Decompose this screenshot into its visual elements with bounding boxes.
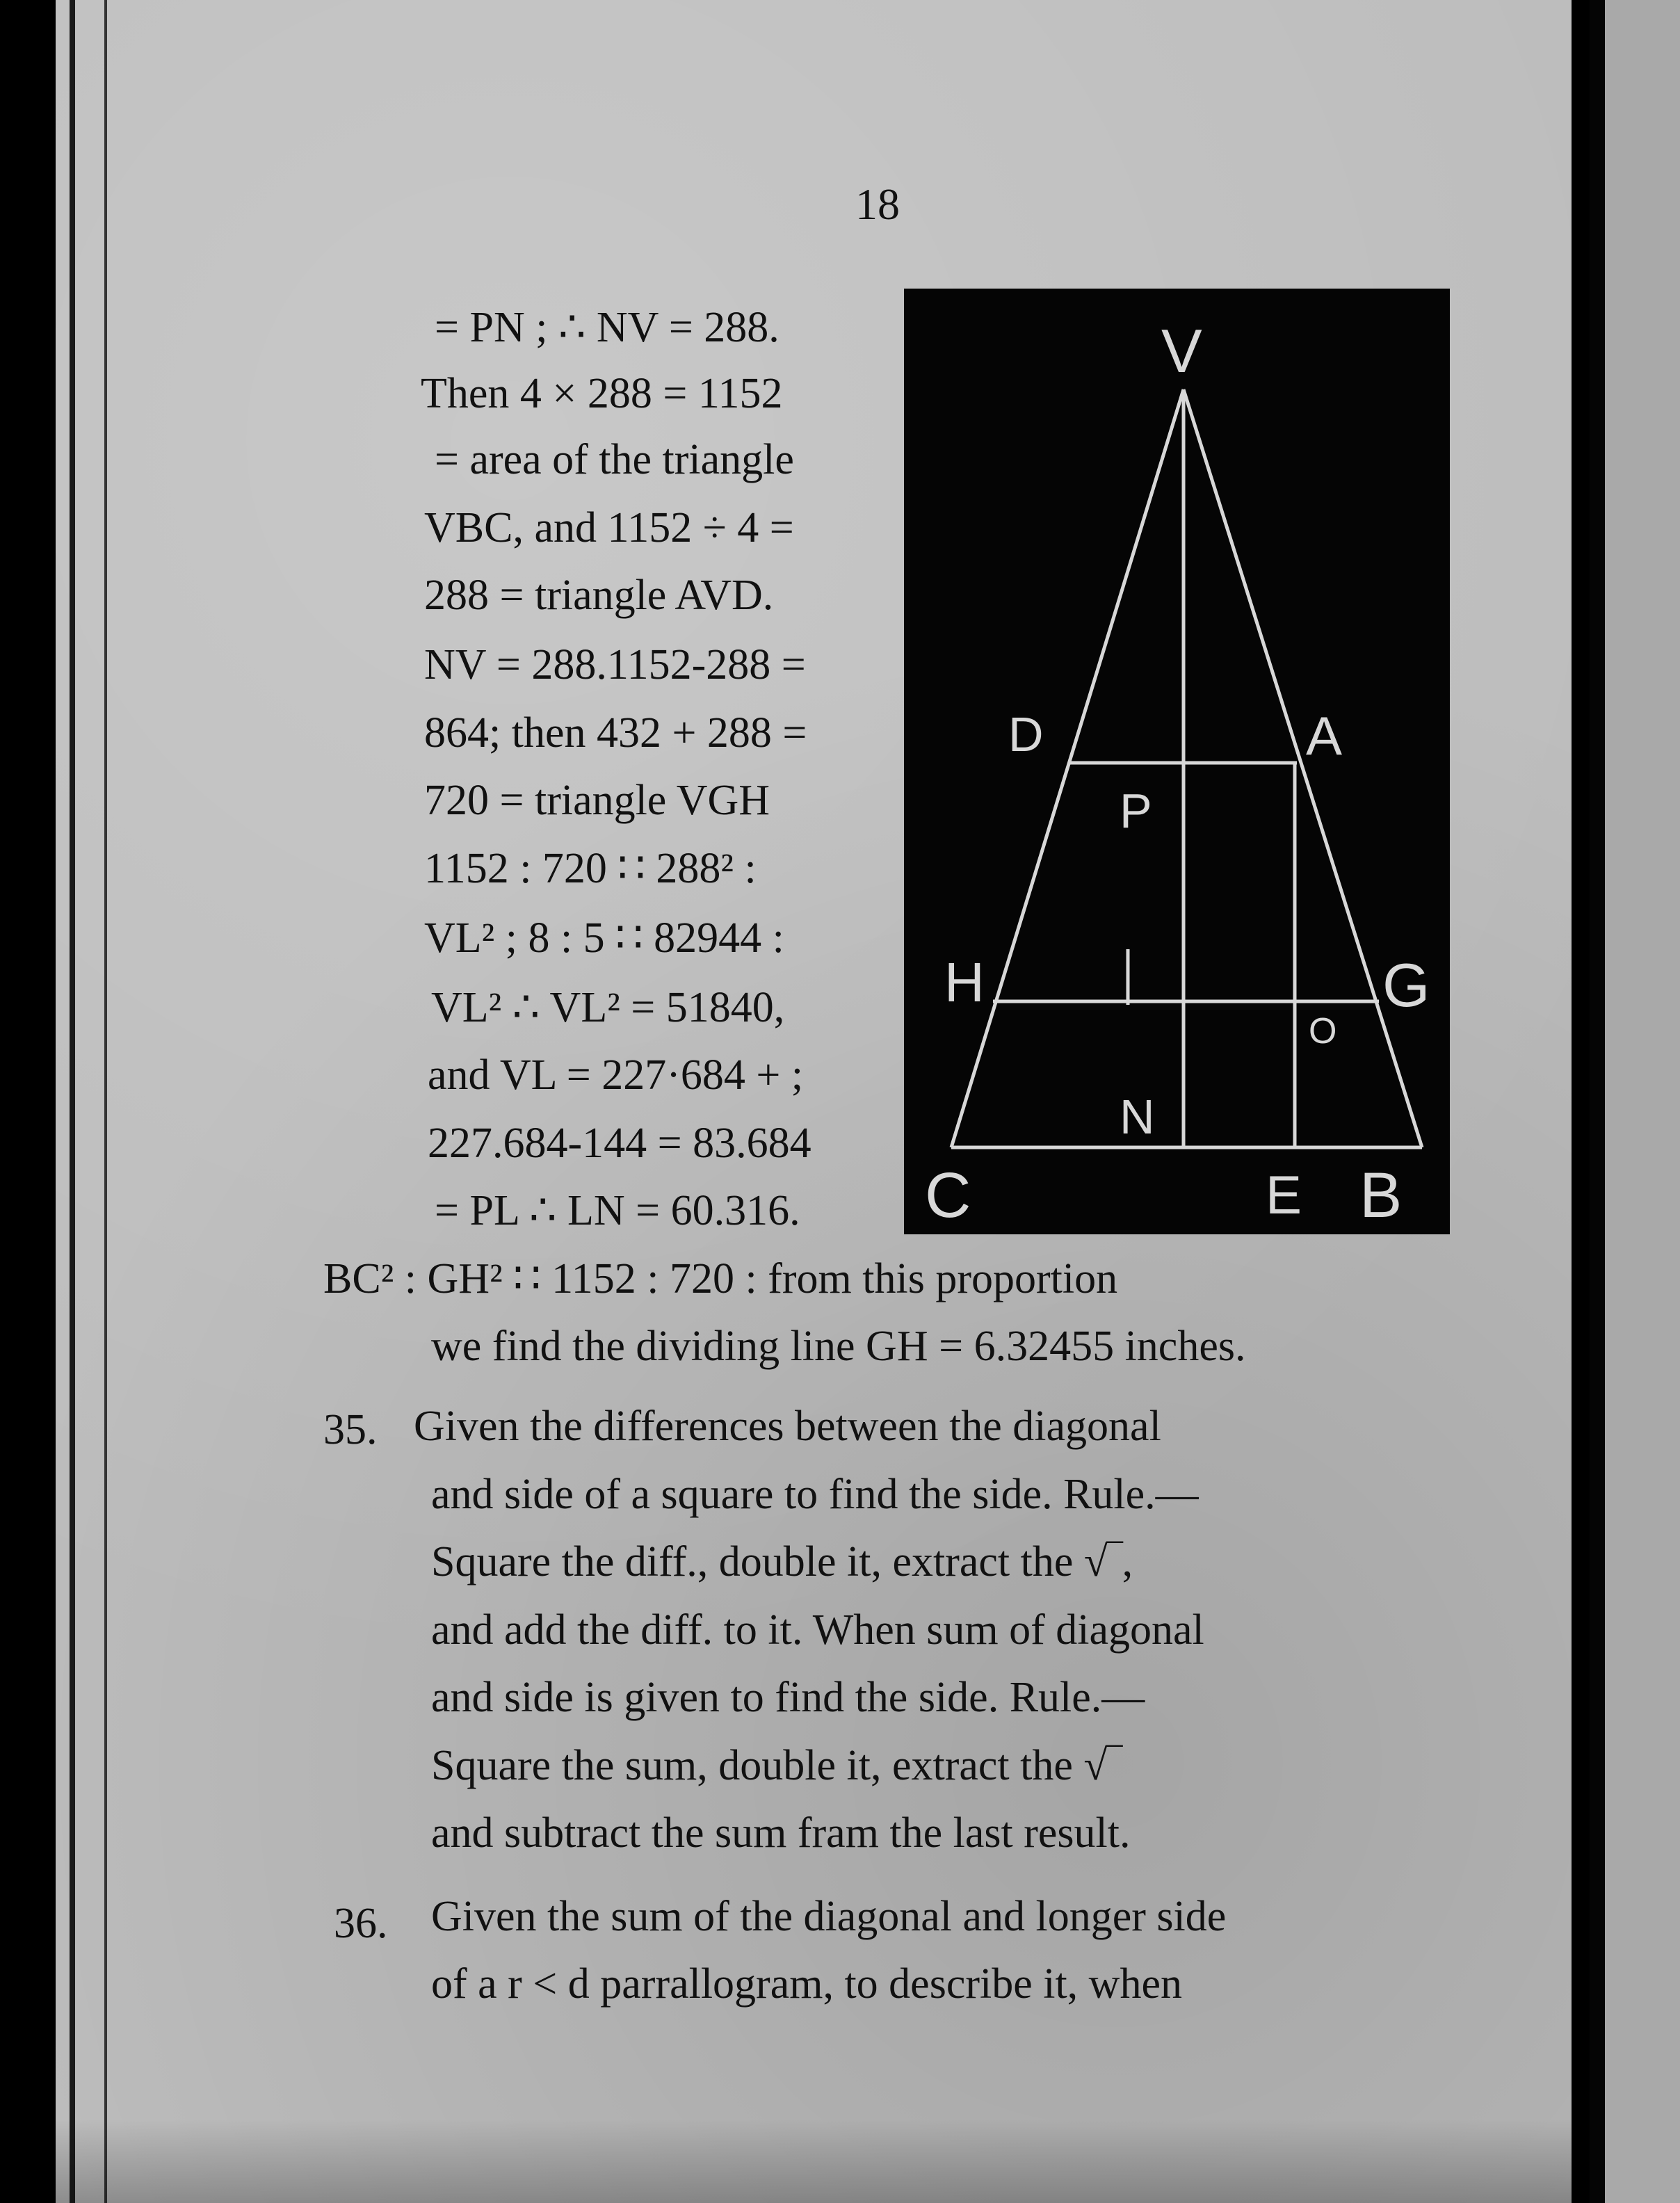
item-number: 36. <box>334 1900 388 1947</box>
text-line: 720 = triangle VGH <box>424 777 770 824</box>
facing-page-edge <box>1590 0 1680 2203</box>
text-line: 227.684-144 = 83.684 <box>428 1120 811 1167</box>
text-line: Given the differences between the diagonal <box>414 1403 1161 1450</box>
page-edge-line <box>104 0 107 2203</box>
text-line: Square the diff., double it, extract the √‾, <box>431 1538 1133 1585</box>
label-o: O <box>1309 1011 1337 1051</box>
label-a: A <box>1306 705 1343 766</box>
text-line: Given the sum of the diagonal and longer side <box>431 1893 1227 1940</box>
label-d: D <box>1008 707 1044 761</box>
text-line: Then 4 × 288 = 1152 <box>421 370 783 417</box>
text-line: and side is given to find the side. Rule.— <box>431 1674 1145 1721</box>
label-b: B <box>1359 1160 1403 1231</box>
text-line: 288 = triangle AVD. <box>424 572 774 619</box>
side-vc <box>951 389 1184 1147</box>
text-line: Square the sum, double it, extract the √‾ <box>431 1742 1122 1789</box>
text-line: and add the diff. to it. When sum of diagonal <box>431 1606 1204 1654</box>
label-h: H <box>944 951 985 1013</box>
triangle-diagram <box>904 289 1450 1234</box>
text-line: 1152 : 720 ∷ 288² : <box>424 845 757 892</box>
text-line: BC² : GH² ∷ 1152 : 720 : from this proportion <box>323 1255 1118 1302</box>
text-line: = PN ; ∴ NV = 288. <box>435 304 780 351</box>
text-line: 864; then 432 + 288 = <box>424 709 807 757</box>
side-vb <box>1184 389 1422 1147</box>
text-line: and subtract the sum fram the last result. <box>431 1809 1131 1857</box>
label-p: P <box>1120 784 1152 838</box>
label-v: V <box>1161 316 1202 385</box>
text-line: VL² ∴ VL² = 51840, <box>431 984 785 1031</box>
page-shadow <box>56 2120 1572 2203</box>
label-n: N <box>1120 1090 1155 1144</box>
label-g: G <box>1382 951 1430 1019</box>
text-line: NV = 288.1152-288 = <box>424 641 806 688</box>
text-line: = area of the triangle <box>435 436 794 483</box>
triangle-figure <box>904 289 1450 1234</box>
text-line: and side of a square to find the side. Rule.— <box>431 1471 1199 1518</box>
page-edge-line <box>70 0 75 2203</box>
text-line: of a r < d parrallogram, to describe it, when <box>431 1960 1182 2008</box>
item-number: 35. <box>323 1406 378 1453</box>
text-line: and VL = 227·684 + ; <box>428 1051 804 1099</box>
label-e: E <box>1266 1164 1302 1225</box>
text-line: = PL ∴ LN = 60.316. <box>435 1187 800 1234</box>
page-number: 18 <box>855 179 900 229</box>
text-line: VBC, and 1152 ÷ 4 = <box>424 504 794 551</box>
text-line: we find the dividing line GH = 6.32455 inches. <box>431 1323 1246 1370</box>
label-c: C <box>925 1160 971 1231</box>
text-line: VL² ; 8 : 5 ∷ 82944 : <box>424 914 784 962</box>
